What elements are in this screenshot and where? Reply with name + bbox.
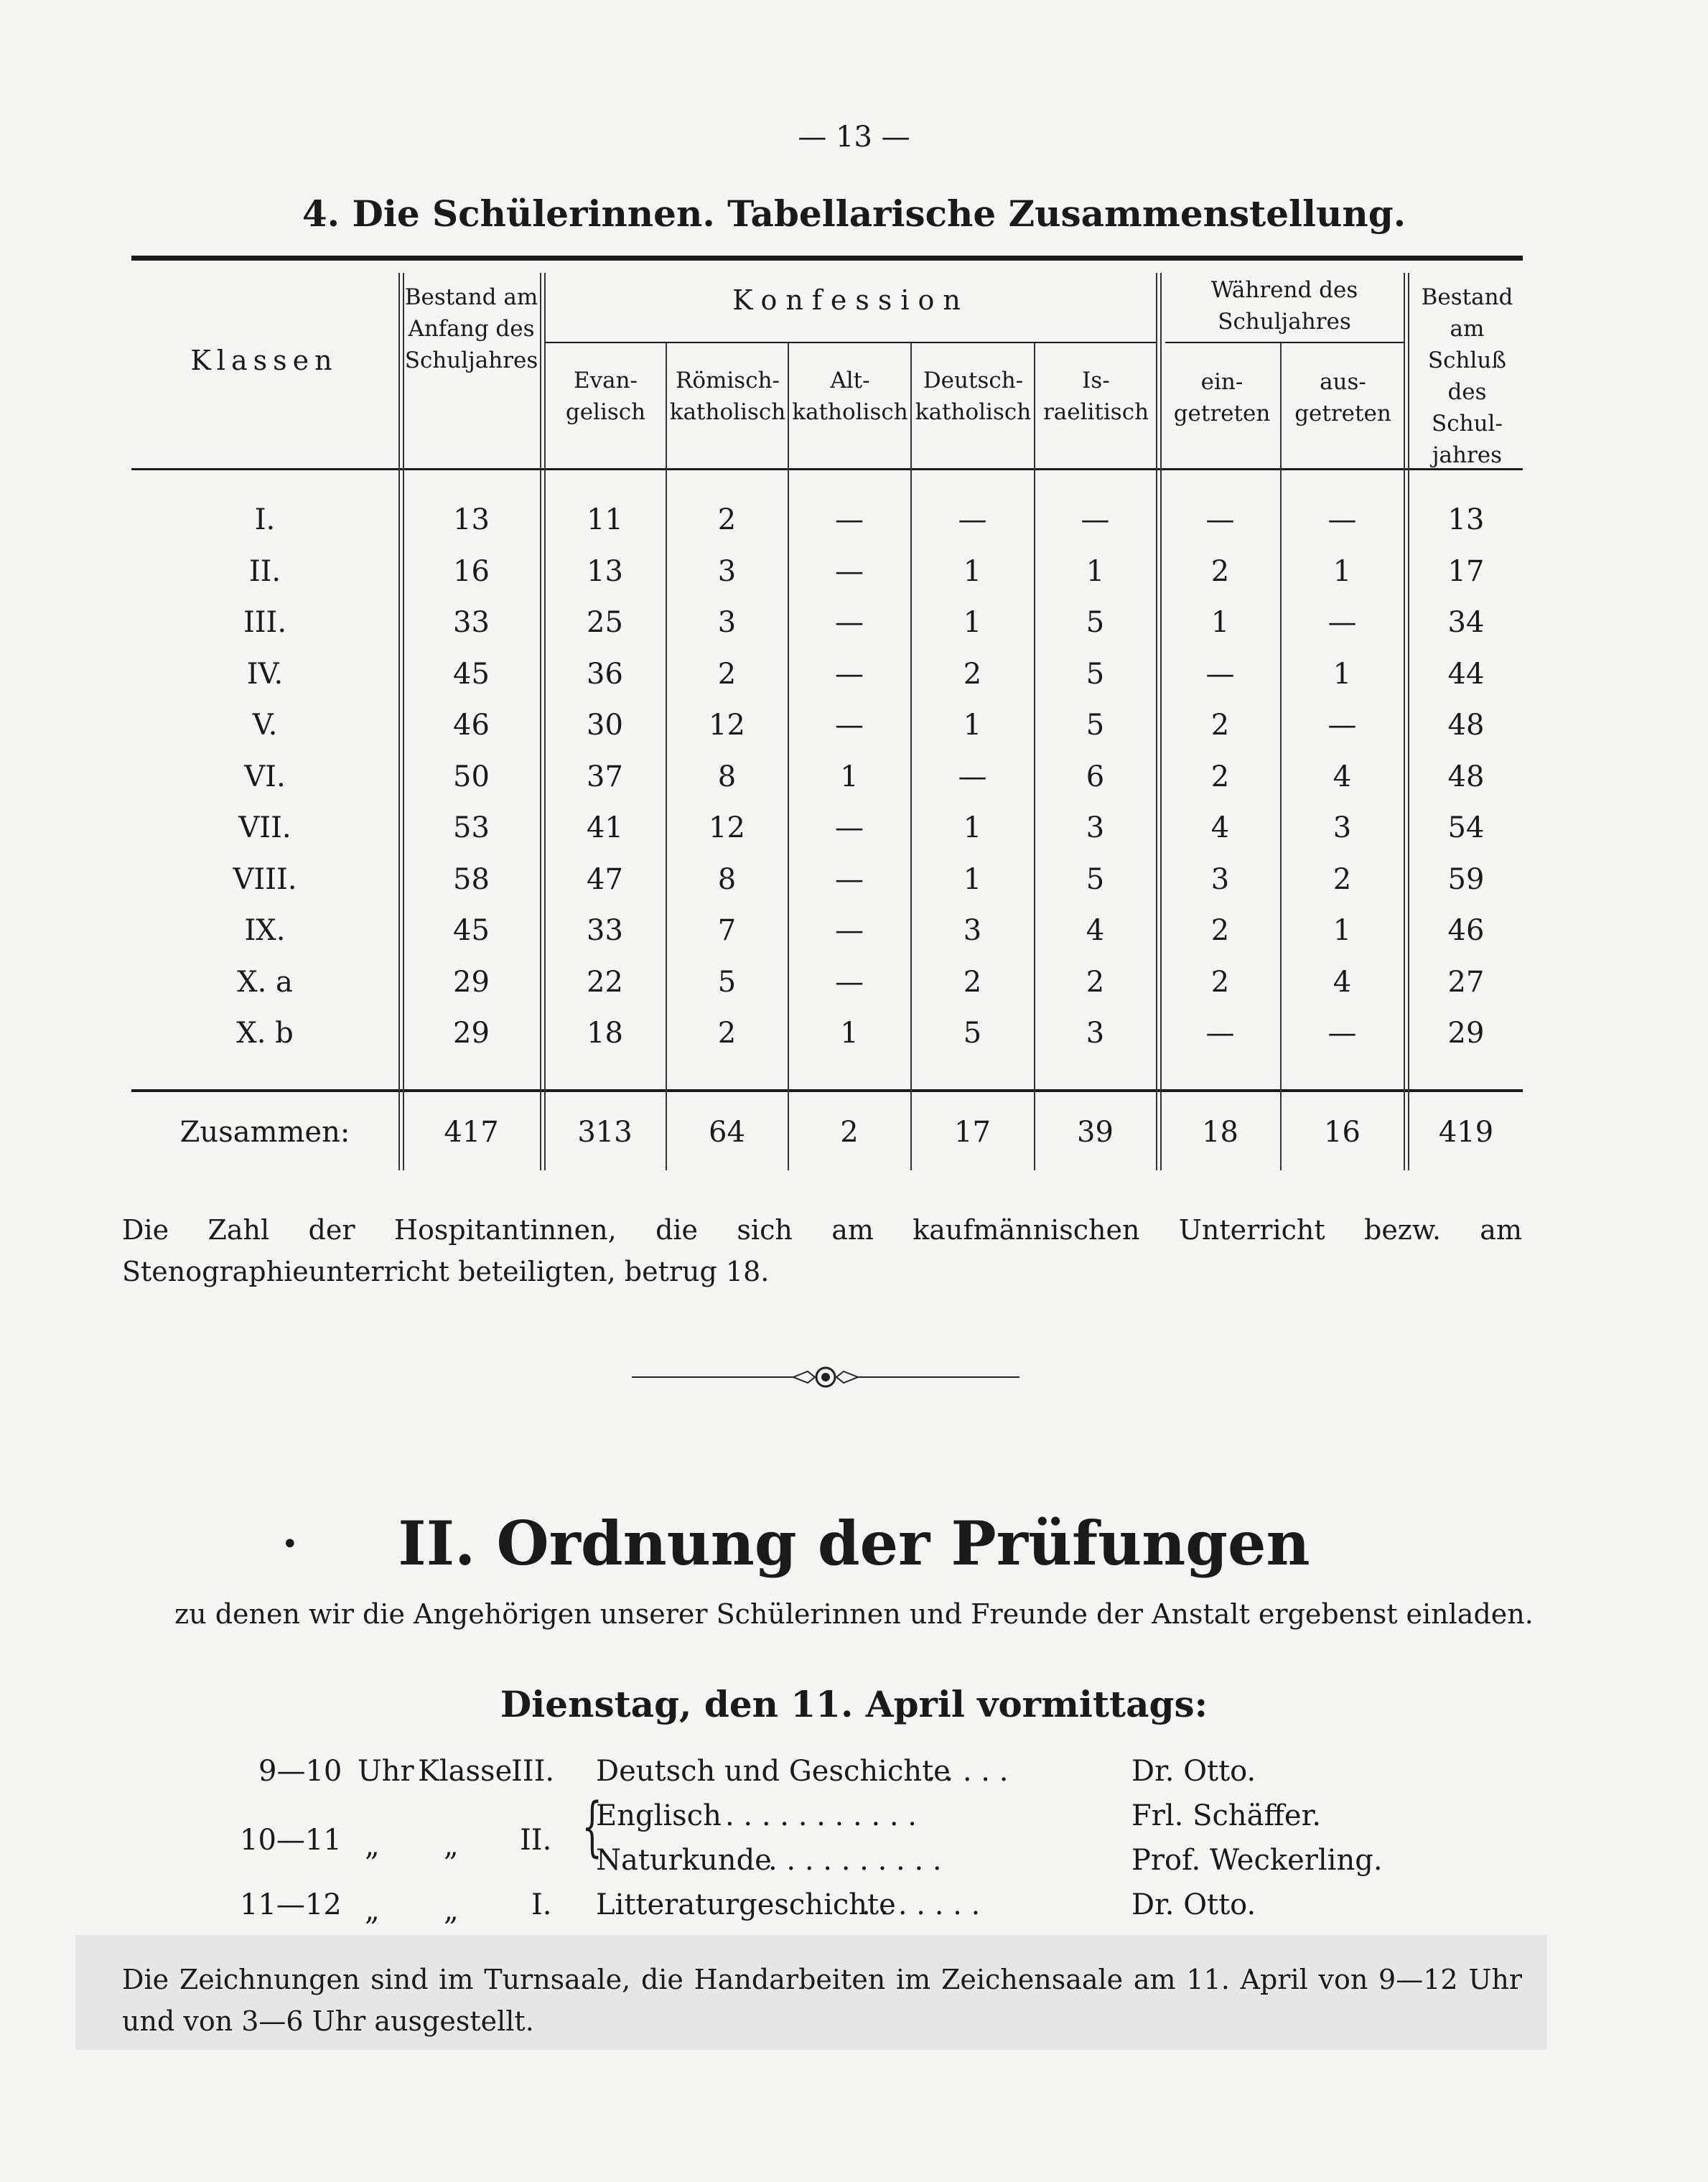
- table-cell: 44: [1447, 657, 1485, 691]
- table-cell: 36: [587, 657, 623, 691]
- schedule-dots: . . . . . . . . . . .: [725, 1799, 918, 1832]
- schedule-subject: Englisch: [596, 1799, 722, 1832]
- schedule-teacher: Frl. Schäffer.: [1131, 1799, 1322, 1832]
- total-cell: 419: [1438, 1116, 1494, 1149]
- header-waehrend: Während des Schuljahres: [1210, 277, 1358, 335]
- class-label: VII.: [238, 811, 291, 844]
- col-divider: [1404, 273, 1405, 1170]
- schedule-klasse: Klasse: [418, 1755, 513, 1788]
- schedule-unit: Uhr: [358, 1755, 414, 1788]
- header-klassen: Klassen: [190, 345, 338, 376]
- table-cell: 37: [587, 760, 623, 793]
- header-eingetreten: ein- getreten: [1173, 369, 1271, 426]
- invitation-text: zu denen wir die Angehörigen unserer Schülerinnen und Freunde der Anstalt ergebenst einladen.: [174, 1598, 1534, 1630]
- hospitant-note: Die Zahl der Hospitantinnen, die sich am kaufmännischen Unterricht bezw. am Stenographieunterricht beteiligten, betrug 18.: [122, 1214, 1522, 1287]
- header-konfession: Konfession: [732, 284, 969, 316]
- part2-title: II. Ordnung der Prüfungen: [398, 1508, 1310, 1579]
- table-cell: 1: [963, 862, 982, 896]
- schedule-teacher: Dr. Otto.: [1131, 1888, 1256, 1921]
- table-cell: 33: [587, 914, 623, 947]
- table-cell: 2: [717, 1017, 737, 1050]
- table-cell: 47: [587, 862, 623, 896]
- table-cell: 2: [717, 657, 737, 691]
- table-cell: 3: [717, 554, 737, 588]
- table-cell: —: [1327, 709, 1357, 742]
- table-cell: —: [835, 657, 864, 691]
- table-top-rule: [131, 256, 1523, 261]
- class-label: X. a: [237, 965, 293, 999]
- schedule-class: II.: [520, 1824, 552, 1857]
- table-cell: 5: [1086, 606, 1105, 639]
- col-divider: [1156, 273, 1157, 1170]
- table-cell: —: [1327, 503, 1357, 536]
- class-label: VIII.: [233, 862, 297, 896]
- table-cell: 8: [717, 862, 737, 896]
- header-isr: Is- raelitisch: [1042, 368, 1149, 425]
- table-cell: 46: [1447, 914, 1485, 947]
- table-cell: —: [835, 554, 864, 588]
- schedule-unit: „: [365, 1829, 380, 1862]
- schedule-time: 10—11: [240, 1824, 342, 1857]
- table-cell: 2: [963, 965, 982, 999]
- schedule-dots: . . . . . . .: [862, 1888, 981, 1921]
- total-cell: 16: [1324, 1116, 1361, 1149]
- table-cell: 1: [1333, 657, 1352, 691]
- table-cell: 3: [1333, 811, 1352, 844]
- col-divider: [666, 343, 667, 1170]
- total-cell: 18: [1202, 1116, 1238, 1149]
- class-label: X. b: [236, 1017, 294, 1050]
- table-cell: 13: [587, 554, 623, 588]
- col-divider: [788, 343, 789, 1170]
- class-label: II.: [248, 554, 281, 588]
- schedule-time: 9—10: [258, 1755, 342, 1788]
- table-cell: 54: [1447, 811, 1485, 844]
- table-cell: —: [958, 503, 987, 536]
- schedule-dots: . . . . . . . . . .: [768, 1844, 942, 1877]
- exam-day-heading: Dienstag, den 11. April vormittags:: [500, 1683, 1208, 1725]
- bullet-mark: •: [281, 1528, 299, 1561]
- table-cell: —: [835, 606, 864, 639]
- schedule-class: III.: [511, 1755, 555, 1788]
- section-title: 4. Die Schülerinnen. Tabellarische Zusammenstellung.: [302, 192, 1406, 235]
- table-cell: 4: [1210, 811, 1230, 844]
- table-cell: 33: [453, 606, 490, 639]
- class-label: VI.: [244, 760, 286, 793]
- total-label: Zusammen:: [179, 1116, 350, 1149]
- table-cell: —: [835, 709, 864, 742]
- table-cell: 2: [1210, 554, 1230, 588]
- total-cell: 17: [954, 1116, 991, 1149]
- table-cell: 2: [1210, 965, 1230, 999]
- schedule-subject: Litteraturgeschichte: [596, 1888, 896, 1921]
- table-header-rule: [131, 468, 1523, 470]
- table-cell: —: [1205, 503, 1235, 536]
- schedule-dots: . . . . .: [926, 1755, 1009, 1788]
- table-cell: 58: [453, 862, 490, 896]
- table-cell: 2: [1333, 862, 1352, 896]
- table-cell: 59: [1447, 862, 1485, 896]
- table-cell: 12: [709, 811, 745, 844]
- schedule-teacher: Prof. Weckerling.: [1131, 1844, 1383, 1877]
- table-cell: —: [958, 760, 987, 793]
- table-cell: 2: [1210, 760, 1230, 793]
- class-label: IV.: [246, 657, 284, 691]
- table-cell: 2: [1086, 965, 1105, 999]
- schedule-teacher: Dr. Otto.: [1131, 1755, 1256, 1788]
- table-cell: 48: [1447, 760, 1485, 793]
- class-label: III.: [243, 606, 287, 639]
- col-divider: [398, 273, 400, 1170]
- table-cell: 22: [587, 965, 623, 999]
- table-cell: 1: [840, 760, 859, 793]
- table-cell: 1: [1333, 914, 1352, 947]
- table-cell: 4: [1333, 760, 1352, 793]
- table-cell: —: [1205, 657, 1235, 691]
- table-cell: 11: [587, 503, 623, 536]
- table-cell: 2: [1210, 914, 1230, 947]
- table-cell: 1: [1086, 554, 1105, 588]
- table-cell: 1: [963, 709, 982, 742]
- table-cell: 30: [587, 709, 623, 742]
- class-label: IX.: [244, 914, 286, 947]
- table-cell: 1: [840, 1017, 859, 1050]
- table-cell: —: [835, 811, 864, 844]
- total-cell: 313: [577, 1116, 633, 1149]
- table-cell: 50: [453, 760, 490, 793]
- table-cell: 1: [963, 606, 982, 639]
- table-cell: —: [835, 965, 864, 999]
- table-cell: 25: [587, 606, 623, 639]
- table-cell: 4: [1333, 965, 1352, 999]
- table-cell: 2: [963, 657, 982, 691]
- exhibition-note: Die Zeichnungen sind im Turnsaale, die Handarbeiten im Zeichensaale am 11. April von 9—12 Uhr und von 3—6 Uhr ausgestellt.: [122, 1964, 1522, 2037]
- table-cell: 3: [1086, 1017, 1105, 1050]
- total-cell: 64: [709, 1116, 745, 1149]
- table-cell: 48: [1447, 709, 1485, 742]
- table-cell: 5: [963, 1017, 982, 1050]
- table-cell: 2: [717, 503, 737, 536]
- header-evangelisch: Evan- gelisch: [565, 368, 646, 425]
- table-cell: —: [1327, 606, 1357, 639]
- brace-mark: {: [582, 1789, 602, 1865]
- table-cell: 5: [1086, 862, 1105, 896]
- total-cell: 417: [444, 1116, 499, 1149]
- schedule-class: I.: [531, 1888, 552, 1921]
- table-cell: 1: [1333, 554, 1352, 588]
- table-cell: 5: [1086, 657, 1105, 691]
- table-cell: —: [1205, 1017, 1235, 1050]
- total-cell: 39: [1077, 1116, 1114, 1149]
- table-cell: 6: [1086, 760, 1105, 793]
- schedule-time: 11—12: [240, 1888, 342, 1921]
- table-cell: 13: [453, 503, 490, 536]
- table-cell: 1: [1210, 606, 1230, 639]
- page-number: — 13 —: [798, 121, 910, 154]
- table-cell: 2: [1210, 709, 1230, 742]
- table-cell: 1: [963, 554, 982, 588]
- header-ausgetreten: aus- getreten: [1294, 369, 1391, 426]
- table-cell: 53: [453, 811, 490, 844]
- table-cell: 7: [717, 914, 737, 947]
- table-cell: 29: [453, 965, 490, 999]
- header-bestand-schluss: Bestand am Schluß des Schul- jahres: [1421, 284, 1513, 468]
- header-alt: Alt- katholisch: [792, 368, 908, 425]
- class-label: I.: [254, 503, 276, 536]
- table-cell: —: [1081, 503, 1110, 536]
- table-cell: 3: [963, 914, 982, 947]
- ornament-divider: [632, 1363, 1019, 1391]
- col-divider: [1280, 343, 1282, 1170]
- waehrend-rule: [1165, 342, 1404, 343]
- header-deutsch: Deutsch- katholisch: [915, 368, 1032, 425]
- table-cell: 27: [1447, 965, 1485, 999]
- table-total-rule: [131, 1089, 1523, 1092]
- table-cell: 12: [709, 709, 745, 742]
- table-cell: 3: [1086, 811, 1105, 844]
- table-cell: —: [835, 862, 864, 896]
- table-cell: —: [1327, 1017, 1357, 1050]
- table-cell: 34: [1447, 606, 1485, 639]
- table-cell: 4: [1086, 914, 1105, 947]
- col-divider: [910, 343, 912, 1170]
- table-cell: 3: [1210, 862, 1230, 896]
- col-divider: [540, 273, 541, 1170]
- schedule-klasse: „: [444, 1829, 459, 1862]
- schedule-subject: Naturkunde: [596, 1844, 772, 1877]
- table-cell: 1: [963, 811, 982, 844]
- table-cell: 5: [1086, 709, 1105, 742]
- table-cell: 45: [453, 657, 490, 691]
- table-cell: 45: [453, 914, 490, 947]
- schedule-unit: „: [365, 1894, 380, 1927]
- table-cell: —: [835, 503, 864, 536]
- class-label: V.: [252, 709, 278, 742]
- table-cell: 13: [1447, 503, 1485, 536]
- total-cell: 2: [840, 1116, 859, 1149]
- header-roemisch: Römisch- katholisch: [669, 368, 786, 425]
- table-cell: 29: [453, 1017, 490, 1050]
- konfession-rule: [546, 342, 1156, 343]
- table-cell: 5: [717, 965, 737, 999]
- header-bestand-anfang: Bestand am Anfang des Schuljahres: [404, 284, 538, 373]
- table-cell: 16: [453, 554, 490, 588]
- table-cell: 8: [717, 760, 737, 793]
- table-cell: —: [835, 914, 864, 947]
- schedule-subject: Deutsch und Geschichte: [596, 1755, 951, 1788]
- table-cell: 3: [717, 606, 737, 639]
- col-divider: [1034, 343, 1035, 1170]
- table-cell: 41: [587, 811, 623, 844]
- table-cell: 46: [453, 709, 490, 742]
- table-cell: 18: [587, 1017, 623, 1050]
- schedule-klasse: „: [444, 1894, 459, 1927]
- table-cell: 29: [1447, 1017, 1485, 1050]
- table-cell: 17: [1447, 554, 1485, 588]
